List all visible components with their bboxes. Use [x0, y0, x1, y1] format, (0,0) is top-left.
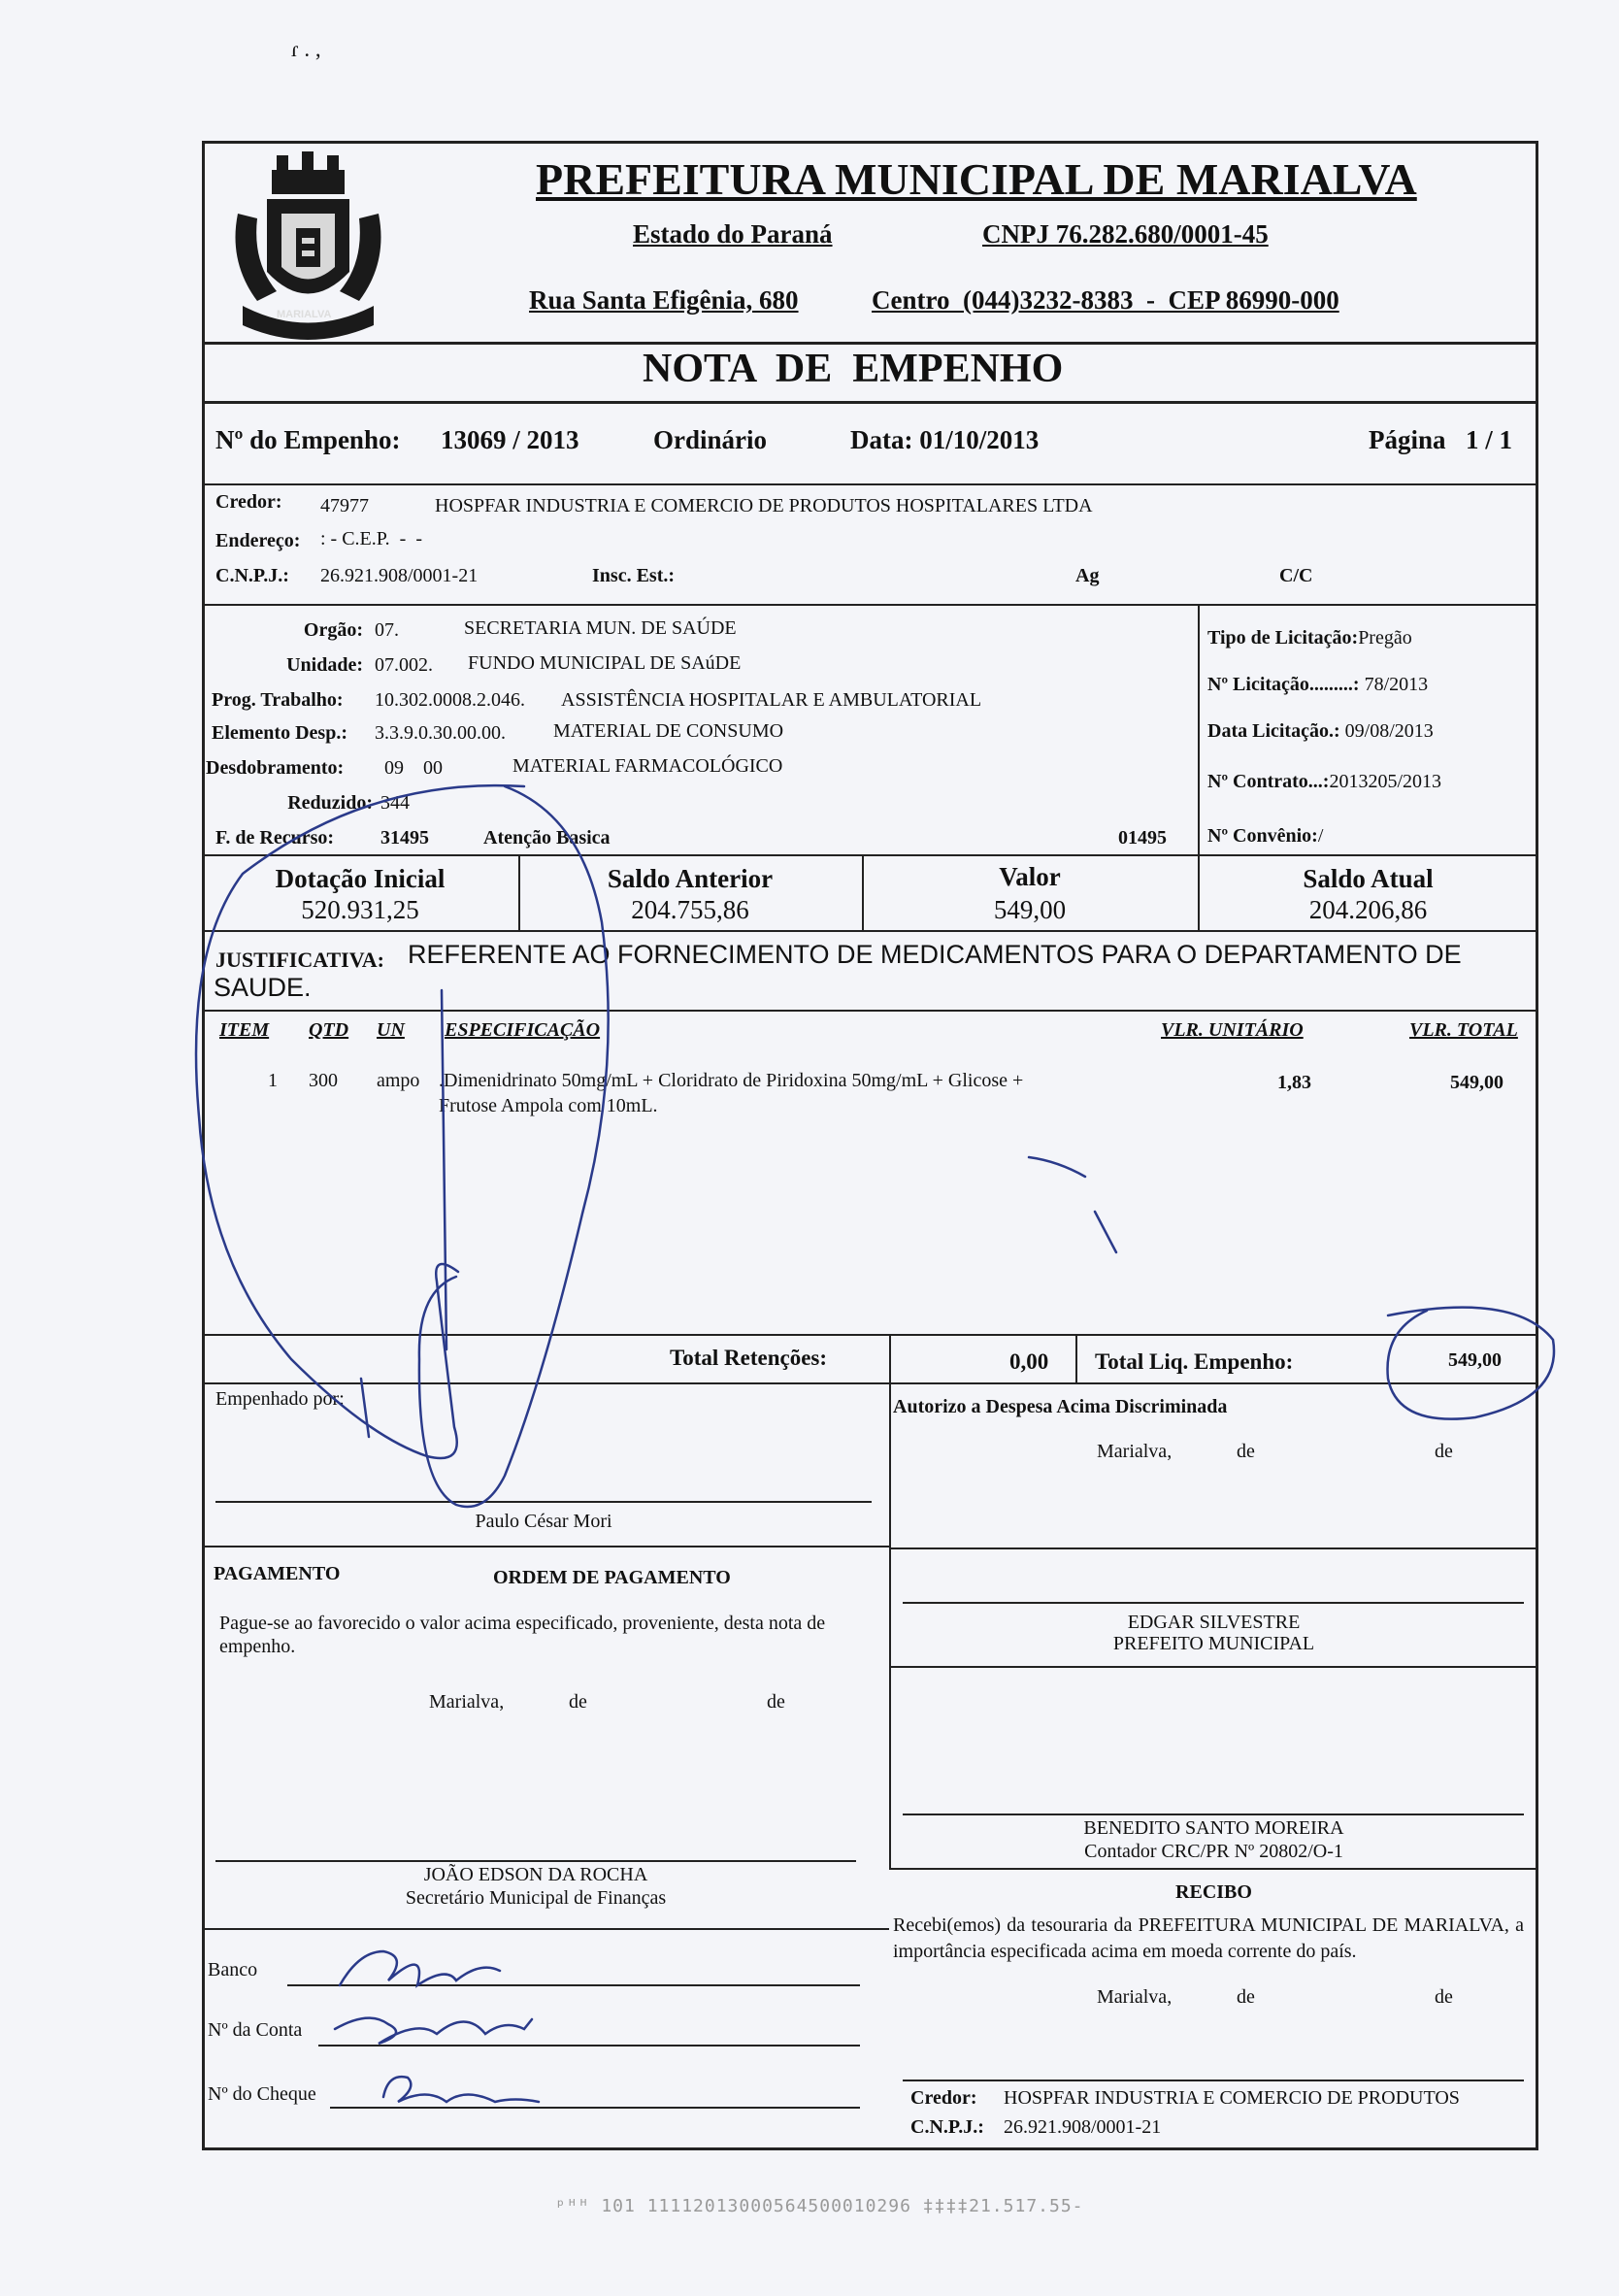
row-qtd: 300: [309, 1070, 338, 1091]
recibo-city: Marialva,: [1097, 1986, 1173, 2008]
empenho-type: Ordinário: [653, 425, 768, 454]
recurso-name: Atenção Basica: [483, 827, 611, 849]
total-retencoes-label: Total Retenções:: [670, 1346, 828, 1370]
endereco-label: Endereço:: [215, 530, 301, 551]
recibo-credor: HOSPFAR INDUSTRIA E COMERCIO DE PRODUTOS: [1004, 2087, 1460, 2109]
footer-code: ᵖᴴᴴ 101 11112013000564500010296 ‡‡‡‡21.517.55-: [555, 2196, 1084, 2216]
cc-label: C/C: [1279, 565, 1313, 586]
cnpj-value: 26.921.908/0001-21: [320, 565, 479, 586]
secretario-name: JOÃO EDSON DA ROCHA: [423, 1864, 648, 1885]
justificativa-line2: SAUDE.: [214, 973, 312, 1002]
recibo-text: Recebi(emos) da tesouraria da PREFEITURA MUNICIPAL DE MARIALVA, a importância especificada acima em moeda corrente do país.: [893, 1914, 1524, 1962]
saldo-atual-label: Saldo Atual: [1303, 864, 1434, 893]
col-qtd: QTD: [309, 1019, 349, 1041]
recibo-cnpj-label: C.N.P.J.:: [910, 2116, 984, 2138]
credor-code: 47977: [320, 495, 369, 516]
cheque-label: Nº do Cheque: [208, 2083, 316, 2105]
valor-label: Valor: [999, 862, 1061, 891]
recibo-cnpj: 26.921.908/0001-21: [1004, 2116, 1162, 2138]
insc-est-label: Insc. Est.:: [592, 565, 676, 586]
reduzido-code: 344: [380, 792, 410, 814]
unidade-code: 07.002.: [375, 654, 433, 676]
pagamento-label: PAGAMENTO: [214, 1563, 341, 1584]
valor-value: 549,00: [993, 895, 1067, 924]
secretario-role: Secretário Municipal de Finanças: [405, 1887, 667, 1909]
ag-label: Ag: [1075, 565, 1100, 586]
col-especificacao: ESPECIFICAÇÃO: [445, 1019, 601, 1041]
col-vlr-unitario: VLR. UNITÁRIO: [1161, 1019, 1304, 1041]
recibo-title: RECIBO: [1175, 1881, 1252, 1903]
autorizo-de-1: de: [1237, 1441, 1255, 1462]
prefeito-name: EDGAR SILVESTRE: [1127, 1612, 1301, 1633]
col-un: UN: [377, 1019, 405, 1041]
licitacao-data-label: Data Licitação.: 09/08/2013: [1207, 720, 1434, 742]
licitacao-num: 78/2013: [1364, 674, 1429, 695]
autorizo-label: Autorizo a Despesa Acima Discriminada: [893, 1396, 1228, 1417]
header-title: PREFEITURA MUNICIPAL DE MARIALVA: [536, 154, 1417, 204]
endereco-value: : - C.E.P. - -: [320, 528, 422, 549]
cnpj-label: C.N.P.J.:: [215, 565, 289, 586]
empenho-number: 13069 / 2013: [441, 425, 579, 454]
header-state: Estado do Paraná: [633, 219, 833, 249]
elemento-code: 3.3.9.0.30.00.00.: [375, 722, 506, 744]
justificativa-line1: REFERENTE AO FORNECIMENTO DE MEDICAMENTOS PARA O DEPARTAMENTO DE: [408, 940, 1462, 969]
saldo-anterior-value: 204.755,86: [631, 895, 749, 924]
recurso-code: 31495: [380, 827, 429, 849]
prog-name: ASSISTÊNCIA HOSPITALAR E AMBULATORIAL: [561, 689, 982, 711]
empenhado-name: Paulo César Mori: [475, 1511, 612, 1532]
row-spec-1: .Dimenidrinato 50mg/mL + Cloridrato de Piridoxina 50mg/mL + Glicose +: [439, 1070, 1024, 1091]
desdobramento-label: Desdobramento:: [206, 757, 345, 779]
header-street: Rua Santa Efigênia, 680: [529, 285, 799, 315]
contrato-label: Nº Contrato...:2013205/2013: [1207, 771, 1442, 792]
prog-code: 10.302.0008.2.046.: [375, 689, 525, 711]
desdobramento-code: 09 00: [384, 757, 443, 779]
seal-text: MARIALVA: [277, 309, 332, 320]
page-label: Página: [1369, 425, 1446, 454]
conta-label: Nº da Conta: [208, 2019, 303, 2041]
autorizo-city: Marialva,: [1097, 1441, 1173, 1462]
saldo-atual-value: 204.206,86: [1308, 895, 1428, 924]
licitacao-tipo: Pregão: [1358, 627, 1412, 649]
saldo-anterior-label: Saldo Anterior: [607, 864, 774, 893]
recibo-credor-label: Credor:: [910, 2087, 977, 2109]
empenhado-label: Empenhado por:: [215, 1388, 345, 1410]
justificativa-label: JUSTIFICATIVA:: [215, 948, 385, 972]
row-un: ampo: [377, 1070, 420, 1091]
licitacao-tipo-label: Tipo de Licitação:Pregão: [1207, 627, 1412, 649]
convenio-label: Nº Convênio:/: [1207, 825, 1324, 847]
pagamento-de-2: de: [767, 1691, 785, 1713]
col-item: ITEM: [219, 1019, 270, 1041]
orgao-label: Orgão:: [303, 619, 363, 641]
doc-title: NOTA DE EMPENHO: [643, 347, 1064, 391]
col-vlr-total: VLR. TOTAL: [1409, 1019, 1518, 1041]
dotacao-inicial-value: 520.931,25: [301, 895, 419, 924]
banco-label: Banco: [208, 1959, 258, 1980]
orgao-name: SECRETARIA MUN. DE SAÚDE: [464, 617, 737, 639]
prog-label: Prog. Trabalho:: [212, 689, 344, 711]
row-vlr-unitario: 1,83: [1277, 1072, 1311, 1093]
empenho-date: Data: 01/10/2013: [850, 425, 1040, 454]
licitacao-num-label: Nº Licitação.........: 78/2013: [1207, 674, 1429, 695]
header-address: Centro (044)3232-8383 - CEP 86990-000: [872, 285, 1339, 315]
total-liq-value: 549,00: [1448, 1349, 1502, 1371]
page-number: 1 / 1: [1466, 425, 1513, 454]
total-liq-label: Total Liq. Empenho:: [1095, 1349, 1294, 1374]
contrato-value: 2013205/2013: [1329, 771, 1442, 792]
licitacao-data: 09/08/2013: [1344, 720, 1434, 742]
credor-name: HOSPFAR INDUSTRIA E COMERCIO DE PRODUTOS HOSPITALARES LTDA: [435, 495, 1093, 516]
recibo-de-2: de: [1435, 1986, 1453, 2008]
convenio-value: /: [1317, 825, 1324, 847]
row-item: 1: [268, 1070, 278, 1091]
prefeito-role: PREFEITO MUNICIPAL: [1112, 1633, 1315, 1654]
contador-name: BENEDITO SANTO MOREIRA: [1083, 1817, 1344, 1839]
total-retencoes-value: 0,00: [1009, 1349, 1049, 1374]
recibo-de-1: de: [1237, 1986, 1255, 2008]
pagamento-de-1: de: [569, 1691, 587, 1713]
recurso-code2: 01495: [1118, 827, 1167, 849]
top-marks: ɾ . ,: [291, 37, 321, 61]
elemento-label: Elemento Desp.:: [212, 722, 347, 744]
unidade-name: FUNDO MUNICIPAL DE SAúDE: [468, 652, 742, 674]
desdobramento-name: MATERIAL FARMACOLÓGICO: [512, 755, 783, 777]
contador-role: Contador CRC/PR Nº 20802/O-1: [1084, 1841, 1343, 1862]
orgao-code: 07.: [375, 619, 399, 641]
reduzido-label: Reduzido:: [287, 792, 373, 814]
autorizo-de-2: de: [1435, 1441, 1453, 1462]
empenho-label: Nº do Empenho:: [215, 425, 401, 454]
pagamento-text: Pague-se ao favorecido o valor acima especificado, proveniente, desta nota de empenho.: [219, 1613, 826, 1657]
header-cnpj: CNPJ 76.282.680/0001-45: [982, 219, 1269, 249]
row-vlr-total: 549,00: [1450, 1072, 1503, 1093]
ordem-pagamento-label: ORDEM DE PAGAMENTO: [493, 1567, 731, 1588]
pagamento-city: Marialva,: [429, 1691, 505, 1713]
elemento-name: MATERIAL DE CONSUMO: [553, 720, 784, 742]
dotacao-inicial-label: Dotação Inicial: [275, 864, 446, 893]
unidade-label: Unidade:: [286, 654, 363, 676]
credor-label: Credor:: [215, 491, 282, 513]
recurso-label: F. de Recurso:: [215, 827, 335, 849]
row-spec-2: Frutose Ampola com 10mL.: [439, 1095, 658, 1116]
